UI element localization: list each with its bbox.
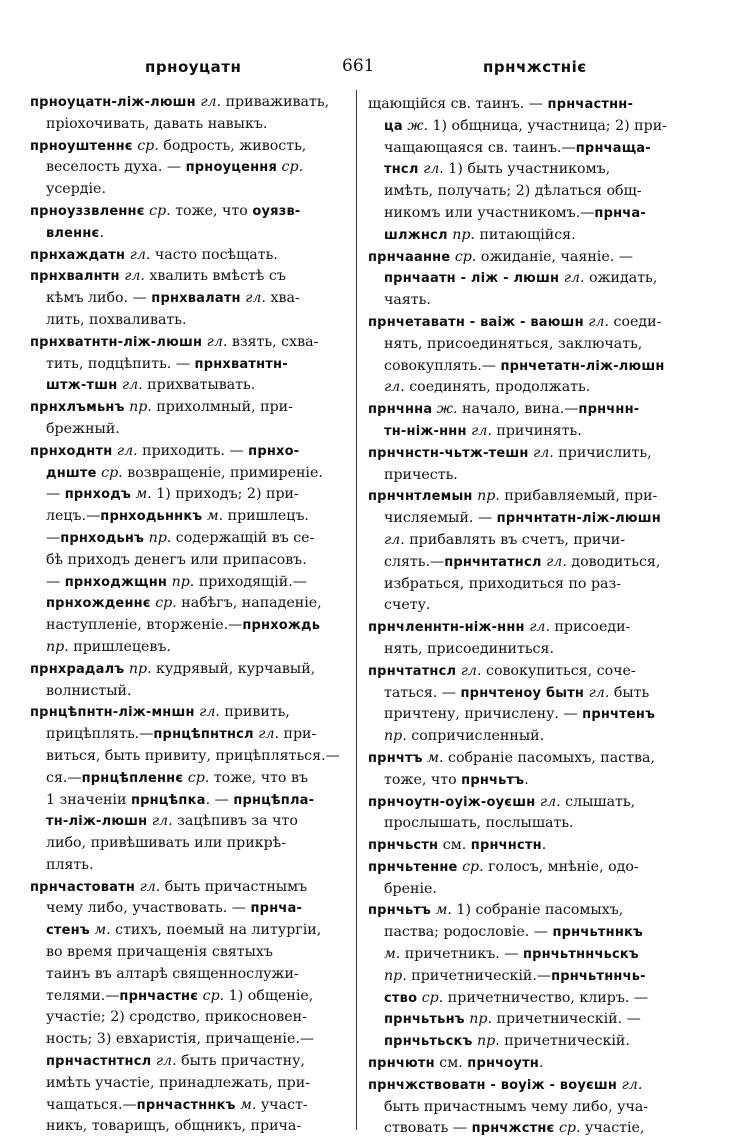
grammar-label: гл. [245, 290, 266, 307]
grammar-label: гл. [460, 662, 482, 679]
dictionary-entry [30, 441, 360, 659]
headword: прнхожденнє [46, 596, 151, 612]
headword: оуязв- [252, 203, 301, 219]
grammar-label: пр. [469, 1011, 492, 1028]
entry-line: во время причащенія святыхъ [46, 944, 273, 961]
headword: прнчнстн-чьтж-тешн [368, 445, 529, 461]
headword: прнчьтннчьскъ [522, 947, 639, 963]
headword: тн-ніж-ннн [384, 423, 467, 439]
entry-line: веселость духа. — прноуцення ср. [46, 159, 304, 176]
entry-line: вленнє. [46, 224, 104, 241]
dictionary-entry [30, 877, 360, 1139]
entry-line: прнхожденнє ср. набѣгъ, нападеніе, [46, 595, 322, 612]
dictionary-entry [368, 443, 698, 487]
grammar-label: ср. [202, 987, 225, 1004]
entry-line: щающійся св. таинъ. — прнчастнн- [368, 96, 634, 112]
entry-line: чему либо, участвовать. — прнча- [46, 900, 303, 917]
entry-line: прнчастоватн гл. быть причастнымъ [30, 878, 308, 895]
entry-line: ца ж. 1) общница, участница; 2) при- [384, 117, 667, 134]
headword: прнходьнъ [60, 530, 145, 546]
entry-line: прослышать, послышать. [384, 815, 574, 832]
headword: прнчтенъ [582, 707, 656, 723]
dictionary-entry [30, 397, 360, 441]
grammar-label: гл. [533, 444, 554, 461]
entry-line: прнходнтн гл. приходить. — прнхо- [30, 442, 300, 459]
entry-line: —прнходьнъ пр. содержащій въ се- [46, 529, 315, 546]
grammar-label: пр. [128, 660, 152, 677]
grammar-label: гл. [151, 813, 173, 830]
dictionary-entry [368, 399, 698, 443]
headword: прнчетаватн - ваіж - ваюшн [368, 314, 584, 330]
dictionary-entry [30, 245, 360, 267]
right-column [368, 94, 698, 1140]
headword: стенъ [46, 923, 90, 939]
entry-line: слять.—прнчнтатнсл гл. доводиться, [384, 553, 661, 570]
column-divider [356, 90, 357, 1130]
entry-line: никомъ или участникомъ.—прнча- [384, 204, 646, 221]
headword: прнчнтлемын [368, 489, 473, 505]
headword: прнхрадалъ [30, 661, 125, 677]
headword: прнчастнє [119, 988, 199, 1004]
headword: прнчастнн- [547, 97, 634, 112]
headword: прнхождь [242, 618, 321, 634]
grammar-label: гл. [206, 333, 228, 350]
entry-line: плять. [46, 856, 94, 873]
entry-line: быть причастнымъ чему либо, уча- [384, 1098, 649, 1115]
headword: прнчаанне [368, 249, 451, 265]
grammar-label: пр. [129, 399, 152, 416]
entry-line: таинъ въ алтарѣ священнослужи- [46, 965, 299, 982]
headword: прнхватнтн-ліж-люшн [30, 334, 203, 350]
headword: прнча- [250, 901, 303, 917]
entry-line: ность; 3) евхаристія, причащеніе.— [46, 1031, 315, 1048]
entry-line: 1 значеніи прнцѣпка. — прнцѣпла- [46, 791, 315, 808]
entry-line: прнчетаватн - ваіж - ваюшн гл. соеди- [368, 313, 662, 330]
grammar-label: гл. [116, 442, 138, 459]
grammar-label: гл. [588, 313, 609, 330]
entry-line: тнсл гл. 1) быть участникомъ, [384, 161, 611, 178]
headword: прноуззвленнє [30, 203, 145, 219]
headword: прнчоутн [467, 1056, 539, 1072]
entry-line: нять, присоединяться, заключать, [384, 335, 643, 352]
entry-line: стенъ м. стихъ, поемый на литургіи, [46, 922, 322, 939]
headword: прнчастоватн [30, 879, 136, 895]
grammar-label: гл. [423, 161, 444, 178]
headword: прнцѣпленнє [81, 770, 184, 786]
headword: прнчнна [368, 402, 433, 418]
grammar-label: гл. [588, 684, 610, 701]
entry-line: шлжнсл пр. питающійся. [384, 226, 576, 243]
dictionary-entry [30, 92, 360, 136]
headword: прнчьтьскъ [384, 1034, 473, 1050]
headword: прнходъ [64, 487, 131, 503]
entry-line: прнчьтенне ср. голосъ, мнѣніе, одо- [368, 858, 639, 875]
entry-line: ство ср. причетничество, клиръ. — [384, 989, 649, 1006]
dictionary-entry [368, 1075, 698, 1140]
entry-line: — прнходжщнн пр. приходящій.— [46, 573, 307, 590]
entry-line: прноуцатн-ліж-люшн гл. приваживать, [30, 94, 330, 110]
entry-line [368, 1075, 698, 1097]
headword: прнчнн- [578, 402, 640, 418]
entry-line: числяемый. — прнчнтатн-ліж-люшн [384, 510, 661, 527]
entry-line: прнчаатн - ліж - люшн гл. ожидать, [384, 270, 658, 287]
dictionary-entry [30, 266, 360, 331]
entry-line: гл. соединять, продолжать. [384, 379, 591, 396]
grammar-label: гл. [563, 270, 585, 287]
grammar-label: пр. [452, 226, 475, 243]
entry-line: прнчаанне ср. ожиданіе, чаяніе. — [368, 248, 633, 265]
headword: прнчнтатнсл [444, 554, 542, 570]
headword: прнцѣпнтнсл [153, 727, 254, 743]
headword: прноуцення [185, 160, 278, 176]
headword: прнчастннкъ [136, 1097, 236, 1113]
headword: прнчетатн-ліж-люшн [500, 358, 665, 374]
grammar-label: гл. [384, 531, 405, 548]
grammar-label: ср. [281, 159, 304, 176]
grammar-label: м. [435, 902, 452, 919]
grammar-label: гл. [124, 268, 145, 285]
grammar-label: гл. [139, 878, 161, 895]
entry-line: брежный. [46, 420, 120, 437]
entry-line: счету. [384, 597, 431, 614]
grammar-label: гл. [539, 793, 561, 810]
headword: прнчтеноу бытн [460, 685, 585, 701]
headword: прнцѣпка [130, 792, 206, 808]
page-number: 661 [342, 56, 375, 76]
dictionary-entry [30, 332, 360, 397]
grammar-label: ср. [454, 248, 477, 265]
grammar-label: м. [135, 486, 152, 503]
entry-line: имѣть, получать; 2) дѣлаться общ- [384, 183, 642, 200]
grammar-label: м. [206, 508, 224, 525]
entry-line: лецъ.—прнходьннкъ м. пришлецъ. [46, 508, 309, 525]
headword: прнчьтъ [461, 772, 525, 788]
headword: прноуцатн-ліж-люшн [30, 95, 196, 110]
running-head-right: прнҹжстніє [483, 58, 587, 76]
entry-line: волнистый. [46, 682, 132, 699]
headword: прнходжщнн [64, 574, 168, 590]
entry-line: усердіе. [46, 181, 106, 198]
entry-line: чаять. [384, 292, 431, 309]
grammar-label: пр. [384, 967, 407, 984]
entry-line: прноуштеннє ср. бодрость, живость, [30, 137, 307, 154]
grammar-label: ср. [421, 989, 444, 1006]
entry-line: кѣмъ либо. — прнхвалатн гл. хва- [46, 290, 300, 307]
entry-line: пр. сопричисленный. [384, 728, 545, 745]
entry-line: прнчтъ м. собраніе пасомыхъ, паства, [368, 749, 655, 766]
dictionary-entry [368, 486, 698, 617]
entry-line: прнчьтъ м. 1) собраніе пасомыхъ, [368, 902, 624, 919]
headword: ца [384, 118, 403, 134]
entry-line: тить, подцѣпить. — прнхватнтн- [46, 355, 288, 372]
entry-line: прнчьтьнъ пр. причетническій. — [384, 1011, 641, 1028]
dictionary-entry [368, 661, 698, 748]
entry-line: пр. пришлецевъ. [46, 638, 171, 655]
left-column [30, 92, 360, 1138]
headword: днште [46, 465, 97, 481]
dictionary-entry [30, 702, 360, 876]
headword: прнчжствоватн - воуіж - воуєшн [368, 1077, 618, 1093]
headword: прнчнтатн-ліж-люшн [496, 511, 661, 527]
grammar-label: пр. [171, 573, 195, 590]
grammar-label: гл. [129, 246, 151, 263]
grammar-label: ср. [558, 1120, 581, 1137]
entry-line: прнцѣпнтн-ліж-мншн гл. привить, [30, 704, 290, 721]
grammar-label: гл. [471, 422, 492, 439]
headword: штж-тшн [46, 378, 118, 394]
entry-line: прнчютн см. прнчоутн. [368, 1055, 544, 1072]
entry-line: прнчнстн-чьтж-тешн гл. причислить, [368, 444, 652, 461]
dictionary-entry [368, 617, 698, 661]
headword: прнчютн [368, 1056, 435, 1072]
headword: прнчтъ [368, 750, 423, 766]
entry-line: чащаться.—прнчастннкъ м. участ- [46, 1096, 308, 1113]
grammar-label: гл. [546, 553, 567, 570]
headword: прнчленнтн-ніж-ннн [368, 620, 525, 636]
entry-line: имѣть участіе, принадлежать, при- [46, 1074, 311, 1091]
headword: прнчаатн - ліж - люшн [384, 271, 560, 287]
entry-line: ствовать — прнчжстнє ср. участіе, [384, 1120, 645, 1137]
entry-line: лить, похваливать. [46, 311, 187, 328]
dictionary-entry [368, 900, 698, 1053]
entry-line: пр. причетническій.—прнчьтннчь- [384, 967, 646, 984]
entry-line: штж-тшн гл. прихватывать. [46, 377, 256, 394]
grammar-label: гл. [258, 726, 279, 743]
headword: прноуштеннє [30, 138, 133, 154]
grammar-label: гл. [200, 94, 222, 110]
grammar-label: м. [94, 922, 111, 939]
entry-line: прнхватнтн-ліж-люшн гл. взять, схва- [30, 333, 319, 350]
grammar-label: гл. [121, 377, 143, 394]
entry-line: телями.—прнчастнє ср. 1) общеніе, [46, 987, 314, 1004]
headword: прнчьтьнъ [384, 1012, 465, 1028]
entry-line: прнчнтлемын пр. прибавляемый, при- [368, 488, 658, 505]
grammar-label: ср. [462, 858, 484, 875]
dictionary-entry [368, 835, 698, 857]
headword: прнчьтннчь- [551, 968, 646, 984]
entry-line: участіе; 2) сродство, прикосновен- [46, 1009, 307, 1026]
grammar-label: ср. [187, 769, 210, 786]
running-head-left: прноуцатн [145, 58, 242, 76]
grammar-label: м. [240, 1096, 257, 1113]
grammar-label: гл. [199, 704, 220, 721]
dictionary-entry [368, 94, 698, 247]
grammar-label: ср. [149, 202, 171, 219]
dictionary-entry [30, 136, 360, 201]
dictionary-entry [368, 247, 698, 312]
entry-line: наступленіе, вторженіе.—прнхождь [46, 617, 321, 634]
entry-line: прноуззвленнє ср. тоже, что оуязв- [30, 202, 301, 219]
headword: шлжнсл [384, 227, 448, 243]
entry-line: прнчленнтн-ніж-ннн гл. присоеди- [368, 619, 631, 636]
headword: прнцѣпла- [233, 792, 315, 808]
headword: прнчьстн [368, 838, 439, 854]
entry-line: прнчьстн см. прнчнстн. [368, 837, 547, 854]
dictionary-entry [368, 748, 698, 792]
grammar-label: ср. [101, 464, 123, 481]
headword: прнхлъмьнъ [30, 400, 125, 416]
headword: прнчтатнсл [368, 663, 457, 679]
page-header [30, 58, 705, 82]
headword: прнхаждатн [30, 247, 126, 263]
headword: прнхвалатн [151, 291, 241, 307]
headword: прнчьтннкъ [552, 925, 643, 941]
entry-line: прнчнна ж. начало, вина.—прнчнн- [368, 401, 640, 418]
entry-line: причтену, причислену. — прнчтенъ [384, 706, 656, 723]
headword: прнходьннкъ [100, 509, 203, 525]
grammar-label: гл. [155, 1053, 177, 1070]
entry-line: причесть. [384, 466, 458, 483]
entry-line: бѣ приходъ денегъ или припасовъ. [46, 551, 307, 568]
entry-line: днште ср. возвращеніе, примиреніе. [46, 464, 323, 481]
dictionary-entry [368, 1053, 698, 1075]
grammar-label: ж. [436, 401, 458, 418]
grammar-label: гл. [529, 619, 550, 636]
dictionary-entry [368, 792, 698, 836]
headword: прнцѣпнтн-ліж-мншн [30, 705, 195, 721]
headword: прнчаща- [575, 140, 651, 156]
entry-line: ся.—прнцѣпленнє ср. тоже, что въ [46, 769, 308, 786]
entry-line: прицѣплять.—прнцѣпнтнсл гл. при- [46, 726, 317, 743]
entry-line: гл. прибавлять въ счетъ, причи- [384, 531, 626, 548]
entry-line: нять, присоединиться. [384, 640, 554, 657]
dictionary-entry [30, 659, 360, 703]
headword: тн-ліж-люшн [46, 814, 148, 830]
grammar-label: м. [427, 749, 444, 766]
grammar-label: ср. [137, 137, 159, 154]
entry-line: прнхрадалъ пр. кудрявый, курчавый, [30, 660, 316, 677]
entry-line: прнхаждатн гл. часто посѣщать. [30, 246, 278, 263]
dictionary-entry [368, 857, 698, 901]
grammar-label: гл. [384, 379, 405, 396]
dictionary-entry [30, 201, 360, 245]
headword: прнхвалнтн [30, 269, 120, 285]
entry-line: прнчоутн-оуіж-оуєшн гл. слышать, [368, 793, 636, 810]
entry-line: никъ, товарищъ, общникъ, прича- [46, 1118, 302, 1135]
entry-line: таться. — прнчтеноу бытн гл. быть [384, 684, 650, 701]
grammar-label: м. [384, 946, 401, 963]
headword: прнхо- [248, 443, 300, 459]
entry-line: м. причетникъ. — прнчьтннчьскъ [384, 946, 639, 963]
entry-line: совокуплять.— прнчетатн-ліж-люшн [384, 357, 665, 374]
grammar-label: пр. [46, 638, 69, 655]
headword: прнчжстнє [471, 1121, 555, 1137]
entry-line: прнчастнтнсл гл. быть причастну, [46, 1053, 305, 1070]
grammar-label: пр. [148, 529, 172, 546]
grammar-label: ж. [407, 117, 428, 134]
entry-line: прнхлъмьнъ пр. прихолмный, при- [30, 399, 293, 416]
entry-line: тн-ліж-люшн гл. зацѣпивъ за что [46, 813, 298, 830]
headword: прнчастнтнсл [46, 1054, 152, 1070]
entry-line: бреніе. [384, 880, 437, 897]
grammar-label: пр. [476, 1033, 500, 1050]
grammar-label: гл. [621, 1076, 643, 1093]
entry-line: виться, быть привиту, прицѣпляться.— [46, 747, 340, 764]
headword: ство [384, 990, 418, 1006]
entry-line: избраться, приходиться по раз- [384, 575, 622, 592]
headword: прнчоутн-оуіж-оуєшн [368, 794, 536, 810]
entry-line: прнчьтьскъ пр. причетническій. [384, 1033, 630, 1050]
grammar-label: ср. [155, 595, 177, 612]
dictionary-entry [368, 312, 698, 399]
entry-line: тн-ніж-ннн гл. причинять. [384, 422, 582, 439]
headword: прнча- [594, 205, 646, 221]
entry-line: паства; родословіе. — прнчьтннкъ [384, 924, 643, 941]
headword: прнходнтн [30, 443, 113, 459]
entry-line: — прнходъ м. 1) приходъ; 2) при- [46, 486, 299, 503]
headword: тнсл [384, 162, 419, 178]
grammar-label: пр. [384, 728, 407, 745]
entry-line: чащающаяся св. таинъ.—прнчаща- [384, 139, 651, 156]
headword: прнчьтенне [368, 859, 458, 875]
headword: прнхватнтн- [194, 356, 288, 372]
headword: вленнє [46, 225, 100, 241]
entry-line: пріохочивать, давать навыкъ. [46, 115, 268, 132]
entry-line: тоже, что прнчьтъ. [384, 771, 529, 788]
grammar-label: пр. [477, 488, 500, 505]
headword: прнчьтъ [368, 903, 432, 919]
entry-line: прнхвалнтн гл. хвалить вмѣстѣ съ [30, 268, 286, 285]
headword: прнчнстн [470, 838, 542, 854]
entry-line: прнчтатнсл гл. совокупиться, соче- [368, 662, 636, 679]
entry-line: либо, привѣшивать или прикрѣ- [46, 835, 287, 852]
